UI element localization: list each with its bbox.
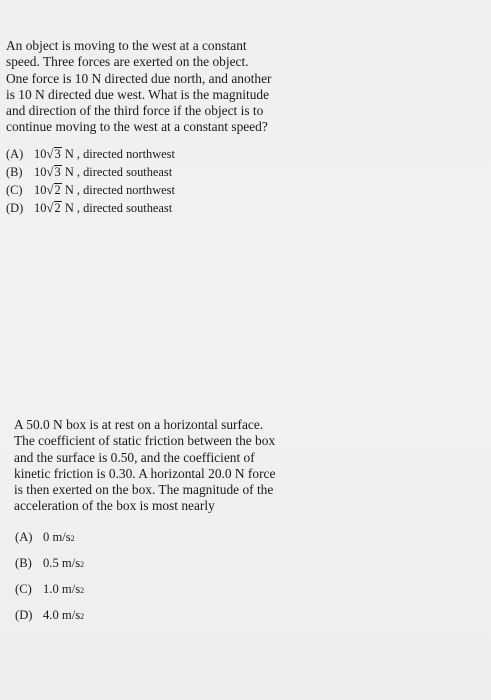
question-2-stem <box>0 417 314 515</box>
question-1 <box>0 38 491 217</box>
choice-letter: (D) <box>6 200 24 215</box>
choice-letter: (C) <box>15 581 32 596</box>
stem-line: The coefficient of static friction between the box <box>14 433 276 449</box>
radicand: 2 <box>54 182 61 197</box>
choice-letter: (A) <box>15 529 33 544</box>
radicand: 3 <box>54 164 61 179</box>
choice-c[interactable] <box>0 577 491 603</box>
coefficient: 10 <box>34 164 47 179</box>
radicand: 2 <box>54 200 61 215</box>
unit-exponent: 2 <box>80 559 85 569</box>
choice-letter: (D) <box>15 607 33 622</box>
choice-letter: (B) <box>15 555 32 570</box>
stem-line: is 10 N directed due west. What is the magnitude <box>6 86 270 102</box>
stem-line: acceleration of the box is most nearly <box>14 498 215 514</box>
choice-letter: (A) <box>6 146 24 161</box>
stem-line: kinetic friction is 0.30. A horizontal 20.0 N force <box>14 465 276 481</box>
radical-sign: √ <box>46 181 54 197</box>
stem-line: A 50.0 N box is at rest on a horizontal surface. <box>14 417 264 432</box>
choice-text: N , directed southeast <box>64 164 173 179</box>
choice-a[interactable] <box>0 145 491 163</box>
choice-b[interactable] <box>0 163 491 181</box>
radicand: 3 <box>54 146 61 161</box>
choice-value: 0 <box>43 529 50 544</box>
coefficient: 10 <box>34 200 47 215</box>
choice-unit: m/s <box>61 607 81 622</box>
choice-value: 1.0 <box>43 581 59 596</box>
choice-d[interactable] <box>0 603 491 629</box>
choice-text: N , directed northwest <box>64 146 175 161</box>
choice-text: N , directed northwest <box>64 182 175 197</box>
unit-exponent: 2 <box>80 611 85 621</box>
stem-line: is then exerted on the box. The magnitude of the <box>14 482 274 498</box>
stem-line: One force is 10 N directed due north, and another <box>6 70 272 86</box>
stem-line: and direction of the third force if the object is to <box>6 103 264 119</box>
choice-a[interactable] <box>0 525 491 551</box>
choice-d[interactable] <box>0 199 491 217</box>
question-2 <box>0 417 491 629</box>
question-1-choices <box>0 145 491 217</box>
question-2-choices <box>0 525 491 629</box>
choice-b[interactable] <box>0 551 491 577</box>
choice-c[interactable] <box>0 181 491 199</box>
unit-exponent: 2 <box>70 533 75 543</box>
stem-line: continue moving to the west at a constant speed? <box>6 119 268 135</box>
choice-unit: m/s <box>61 555 81 570</box>
choice-letter: (C) <box>6 182 23 197</box>
choice-unit: m/s <box>61 581 81 596</box>
choice-unit: m/s <box>52 529 71 544</box>
radical-sign: √ <box>46 163 54 179</box>
coefficient: 10 <box>34 146 47 161</box>
radical-sign: √ <box>46 199 54 215</box>
stem-line: and the surface is 0.50, and the coefficient of <box>14 449 255 465</box>
choice-text: N , directed southeast <box>64 200 173 215</box>
choice-letter: (B) <box>6 164 23 179</box>
choice-value: 4.0 <box>43 607 59 622</box>
choice-value: 0.5 <box>43 555 59 570</box>
question-1-stem <box>0 38 306 136</box>
stem-line: speed. Three forces are exerted on the object. <box>6 54 249 70</box>
radical-sign: √ <box>46 145 54 161</box>
unit-exponent: 2 <box>80 585 85 595</box>
coefficient: 10 <box>34 182 47 197</box>
stem-line: An object is moving to the west at a constant <box>6 38 247 53</box>
